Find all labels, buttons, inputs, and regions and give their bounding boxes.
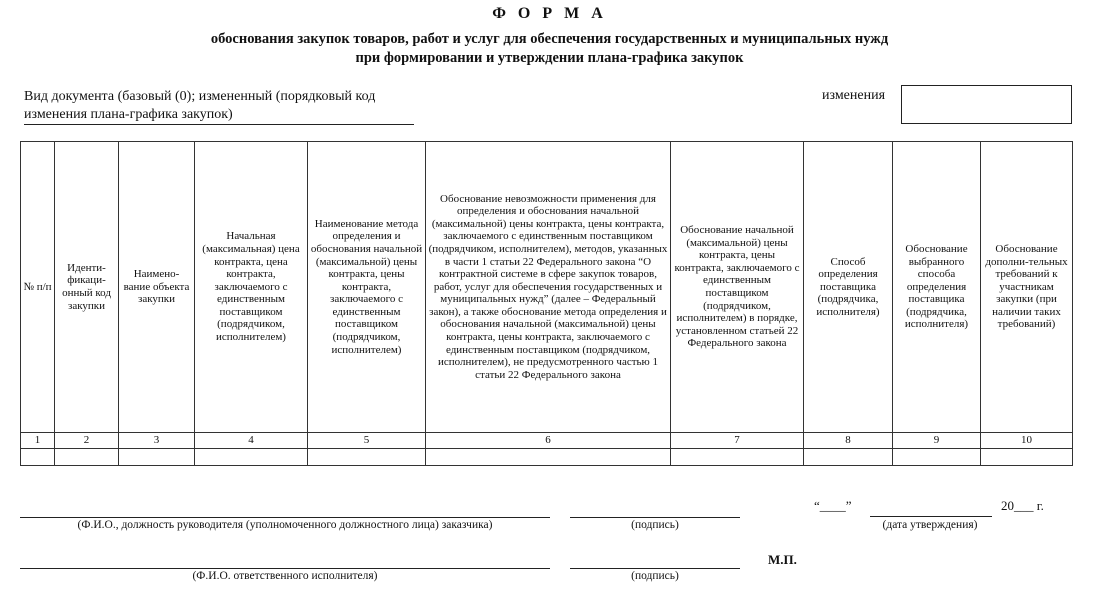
header-cell: Иденти-фикаци-онный код закупки <box>55 142 119 433</box>
executor-signature-caption: (подпись) <box>631 570 679 582</box>
form-title: Ф О Р М А <box>492 5 607 22</box>
justification-table <box>20 141 1073 466</box>
table-cell[interactable] <box>195 449 308 466</box>
table-cell[interactable] <box>426 449 671 466</box>
table-cell[interactable] <box>981 449 1073 466</box>
column-number: 1 <box>21 433 55 449</box>
table-cell[interactable] <box>671 449 804 466</box>
approval-date-caption: (дата утверждения) <box>882 519 978 531</box>
column-number: 3 <box>119 433 195 449</box>
column-number: 8 <box>804 433 893 449</box>
executor-name-line[interactable] <box>20 568 550 569</box>
column-number-row <box>21 433 1073 449</box>
change-code-box[interactable] <box>901 85 1072 124</box>
column-number: 2 <box>55 433 119 449</box>
head-name-line[interactable] <box>20 517 550 518</box>
executor-signature-line[interactable] <box>570 568 740 569</box>
head-signature-line[interactable] <box>570 517 740 518</box>
header-cell: Начальная (максимальная) цена контракта, цена контракта, заключаемого с единственным поставщиком (подрядчиком, исполнителем) <box>195 142 308 433</box>
header-cell: Наименование метода определения и обоснования начальной (максимальной) цены контракта, цены контракта, заключаемого с единственным поставщиком (подрядчиком, исполнителем) <box>308 142 426 433</box>
column-number: 4 <box>195 433 308 449</box>
header-cell: Обоснование дополни-тельных требований к участникам закупки (при наличии таких требований) <box>981 142 1073 433</box>
column-number: 10 <box>981 433 1073 449</box>
table-cell[interactable] <box>21 449 55 466</box>
approval-year[interactable]: 20___ г. <box>1001 498 1044 513</box>
stamp-place: М.П. <box>768 552 797 567</box>
table-cell[interactable] <box>804 449 893 466</box>
form-subtitle-line2: при формировании и утверждении плана-графика закупок <box>355 50 744 66</box>
table-row <box>21 449 1073 466</box>
table-header-row <box>21 142 1073 433</box>
approval-month-line[interactable] <box>870 516 992 517</box>
header-cell: № п/п <box>21 142 55 433</box>
change-label: изменения <box>822 88 886 103</box>
head-name-caption: (Ф.И.О., должность руководителя (уполномоченного должностного лица) заказчика) <box>77 519 493 531</box>
header-cell: Обоснование невозможности применения для определения и обоснования начальной (максимальной) цены контракта, цены контракта, заключаемого с единственным поставщиком (подрядчиком, исполнителем), методов, указанных в части 1 статьи 22 Федерального закона “О контрактной системе в сфере закупок товаров, работ, услуг для обеспечения государственных и муниципальных нужд” (далее – Федеральный закон), а также обоснование метода определения и обоснования начальной (максимальной) цены контракта, цены контракта, заключаемого с единственным поставщиком (подрядчиком, исполнителем), не предусмотренного частью 1 статьи 22 Федерального закона <box>426 142 671 433</box>
table-cell[interactable] <box>119 449 195 466</box>
form-subtitle-line1: обоснования закупок товаров, работ и услуг для обеспечения государственных и муниципальных нужд <box>210 31 889 47</box>
header-cell: Обоснование начальной (максимальной) цены контракта, цены контракта, заключаемого с единственным поставщиком (подрядчиком, исполнителем) в порядке, установленном статьей 22 Федерального закона <box>671 142 804 433</box>
approval-day[interactable]: “____” <box>814 498 852 513</box>
table-cell[interactable] <box>893 449 981 466</box>
header-cell: Способ определения поставщика (подрядчика, исполнителя) <box>804 142 893 433</box>
column-number: 9 <box>893 433 981 449</box>
header-cell: Обоснование выбранного способа определения поставщика (подрядчика, исполнителя) <box>893 142 981 433</box>
header-cell: Наимено-вание объекта закупки <box>119 142 195 433</box>
column-number: 7 <box>671 433 804 449</box>
table-cell[interactable] <box>308 449 426 466</box>
column-number: 6 <box>426 433 671 449</box>
executor-name-caption: (Ф.И.О. ответственного исполнителя) <box>192 570 378 582</box>
document-type-label: Вид документа (базовый (0); измененный (порядковый код изменения плана-графика закупок) <box>24 88 414 125</box>
head-signature-caption: (подпись) <box>631 519 679 531</box>
column-number: 5 <box>308 433 426 449</box>
table-cell[interactable] <box>55 449 119 466</box>
